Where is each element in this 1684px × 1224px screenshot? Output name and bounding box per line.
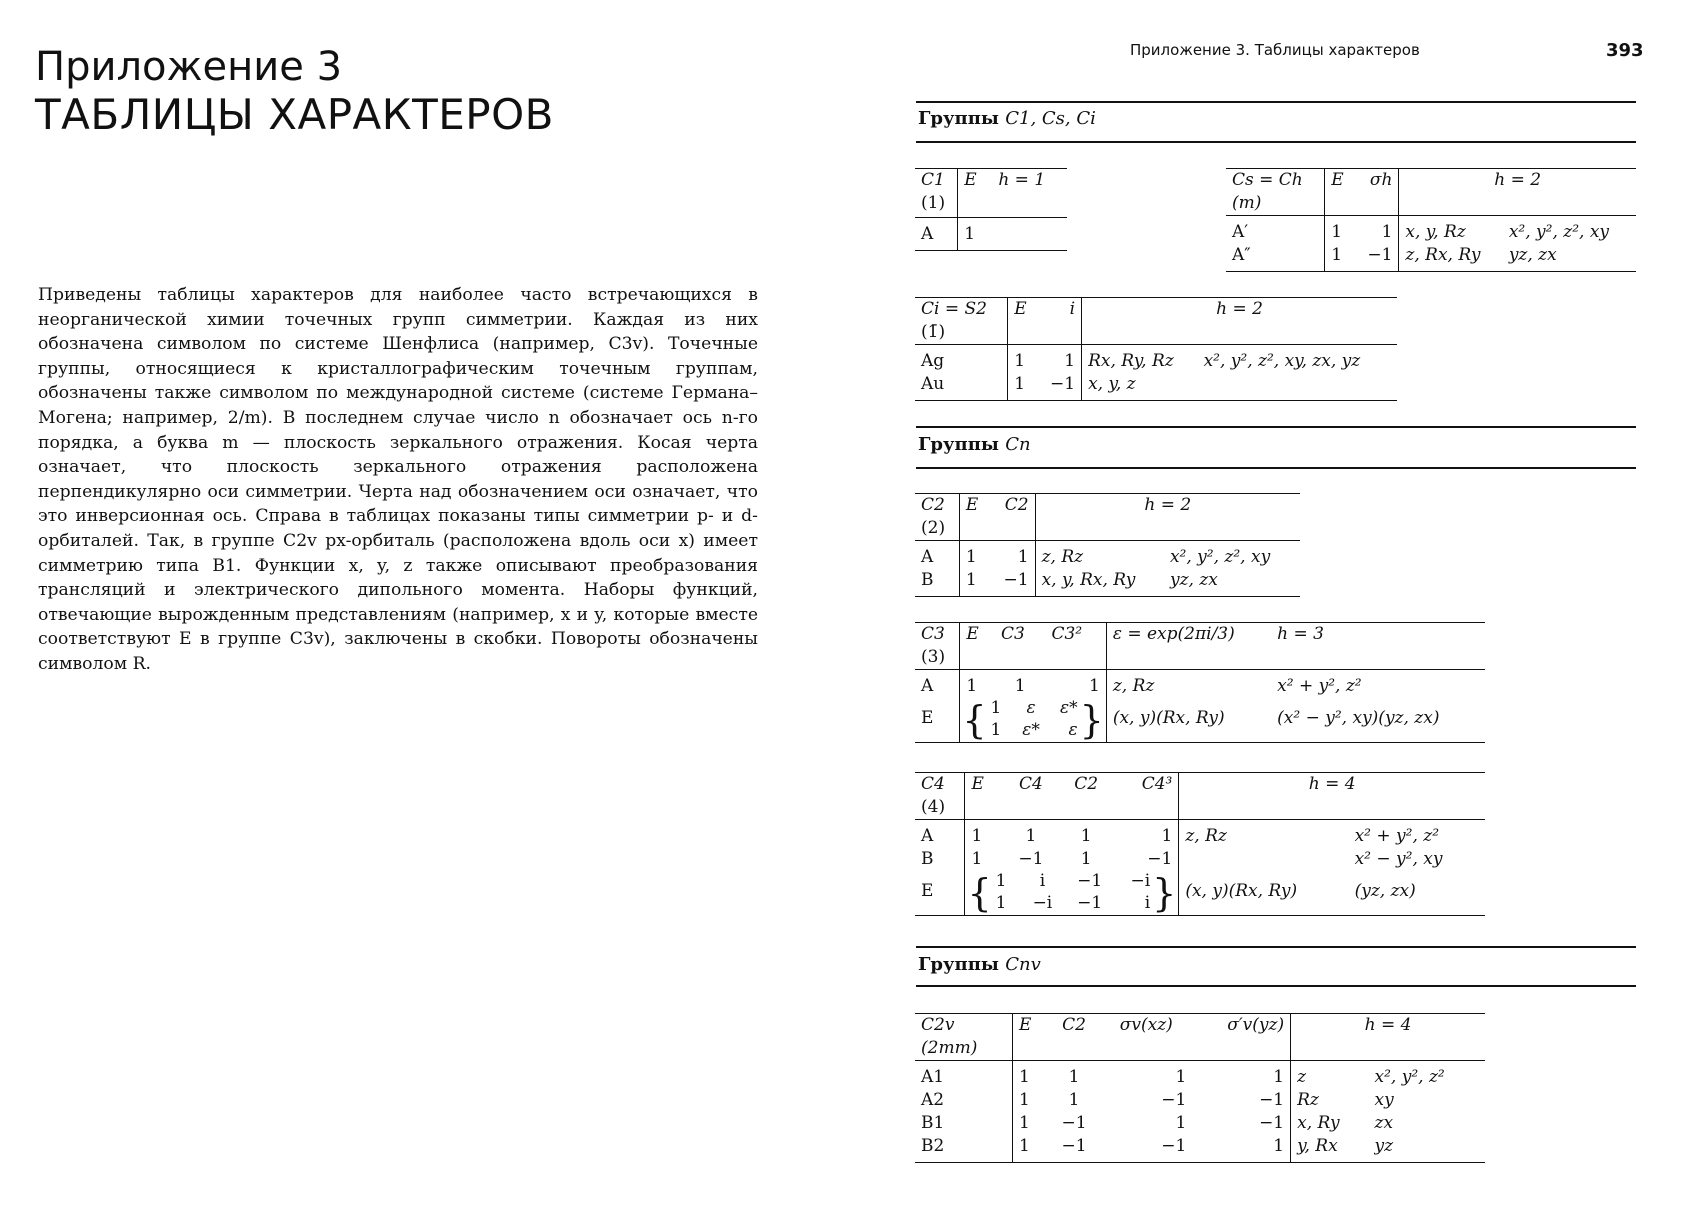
intl-symbol: (3) xyxy=(921,647,946,667)
character: 1 xyxy=(1018,1113,1030,1133)
irrep-label: A xyxy=(915,218,958,251)
character: −1 xyxy=(1113,848,1179,871)
section-rule-top xyxy=(916,426,1636,428)
op-header: E xyxy=(971,774,984,794)
table-c2 xyxy=(915,493,1300,597)
character: 1 xyxy=(1354,216,1399,245)
table-c3 xyxy=(915,622,1485,743)
character: −1 xyxy=(1192,1089,1290,1112)
quadratic-functions: yz xyxy=(1374,1136,1394,1156)
intl-symbol: (m) xyxy=(1232,193,1262,213)
linear-functions: (x, y)(Rx, Ry) xyxy=(1185,880,1298,901)
character: 1 xyxy=(1014,676,1026,696)
op-header: C2 xyxy=(1004,495,1029,515)
character: −1 xyxy=(1192,1112,1290,1135)
quadratic-functions: x², y², z² xyxy=(1374,1067,1445,1087)
character: 1 xyxy=(965,547,977,567)
linear-functions: y, Rx xyxy=(1297,1136,1338,1156)
quadratic-functions: zx xyxy=(1374,1113,1394,1133)
irrep-label: Ag xyxy=(915,345,1008,374)
op-header: C3 xyxy=(1000,624,1025,644)
linear-functions: (x, y)(Rx, Ry) xyxy=(1112,707,1225,728)
op-header: σv(xz) xyxy=(1119,1015,1173,1035)
irrep-label: B xyxy=(915,569,959,597)
linear-functions: x, y, z xyxy=(1088,374,1136,394)
character: 1 xyxy=(1014,351,1026,371)
section-heading-cn xyxy=(918,434,1031,455)
linear-functions: z, Rz xyxy=(1185,826,1227,846)
quadratic-functions: xy xyxy=(1374,1090,1394,1110)
op-header: E xyxy=(966,624,979,644)
character: −i xyxy=(1130,871,1151,891)
section-rule-bottom xyxy=(916,467,1636,469)
table-c4 xyxy=(915,772,1485,916)
section-groups: Cn xyxy=(1005,434,1031,455)
linear-functions: x, y, Rz xyxy=(1405,222,1466,242)
character: ε* xyxy=(1022,720,1040,740)
op-header: E xyxy=(965,495,979,515)
irrep-label: A xyxy=(915,541,959,570)
table-ci xyxy=(915,297,1397,401)
character: 1 xyxy=(1331,222,1343,242)
intl-symbol: (2mm) xyxy=(921,1038,978,1058)
character: 1 xyxy=(1192,1135,1290,1163)
character: 1 xyxy=(990,720,1002,740)
section-rule-top xyxy=(916,946,1636,948)
character: −1 xyxy=(1354,244,1399,272)
character: 1 xyxy=(990,541,1036,570)
group-order: h = 1 xyxy=(998,170,1046,190)
character: 1 xyxy=(964,224,976,244)
irrep-label: E xyxy=(915,871,965,916)
character: i xyxy=(1039,871,1046,891)
character: ε* xyxy=(1060,698,1078,718)
table-c1 xyxy=(915,168,1067,251)
group-symbol: C4 xyxy=(921,774,945,794)
character: −1 xyxy=(1018,849,1044,869)
irrep-label: A′ xyxy=(1226,216,1325,245)
linear-functions: x, Ry xyxy=(1297,1113,1340,1133)
page-title: ТАБЛИЦЫ ХАРАКТЕРОВ xyxy=(35,90,554,139)
intl-symbol: (1̄) xyxy=(921,322,946,342)
group-symbol: Ci = S2 xyxy=(921,299,987,319)
quadratic-functions: yz, zx xyxy=(1508,245,1557,265)
section-rule-top xyxy=(916,101,1636,103)
group-order: h = 3 xyxy=(1277,624,1324,644)
character: 1 xyxy=(1080,826,1092,846)
quadratic-functions: x², y², z², xy xyxy=(1508,222,1610,242)
op-header: i xyxy=(1069,299,1076,319)
quadratic-functions: x² + y², z² xyxy=(1354,826,1440,846)
running-head: Приложение 3. Таблицы характеров xyxy=(1130,41,1420,59)
linear-functions: Rz xyxy=(1297,1090,1319,1110)
appendix-label: Приложение 3 xyxy=(35,44,343,90)
group-order: h = 2 xyxy=(1494,170,1542,190)
section-word: Группы xyxy=(918,434,999,455)
irrep-label: A xyxy=(915,820,965,849)
intl-symbol: (4) xyxy=(921,797,946,817)
left-brace: { xyxy=(967,871,992,915)
character: 1 xyxy=(1068,1067,1080,1087)
linear-functions: Rx, Ry, Rz xyxy=(1088,351,1174,371)
op-header: E xyxy=(964,170,977,190)
quadratic-functions: (yz, zx) xyxy=(1354,880,1416,901)
irrep-label: B xyxy=(915,848,965,871)
op-header: C3² xyxy=(1051,624,1083,644)
quadratic-functions: yz, zx xyxy=(1169,570,1218,590)
character: 1 xyxy=(1018,1090,1030,1110)
group-symbol: C2 xyxy=(921,495,945,515)
group-symbol: Cs = Ch xyxy=(1232,170,1303,190)
section-rule-bottom xyxy=(916,985,1636,987)
group-order: h = 4 xyxy=(1364,1015,1412,1035)
degenerate-characters xyxy=(960,698,1106,743)
character: −1 xyxy=(1061,1113,1087,1133)
section-heading-c1-cs-ci xyxy=(918,108,1096,129)
character: 1 xyxy=(1037,345,1081,374)
epsilon-definition: ε = exp(2πi/3) xyxy=(1112,624,1235,644)
intl-symbol: (2) xyxy=(921,518,946,538)
character: 1 xyxy=(1175,1067,1187,1087)
character: 1 xyxy=(990,698,1002,718)
character: 1 xyxy=(1018,1136,1030,1156)
op-header: E xyxy=(1018,1015,1032,1035)
quadratic-functions: x², y², z², xy, zx, yz xyxy=(1203,351,1361,371)
op-header: C2 xyxy=(1062,1015,1086,1035)
character: 1 xyxy=(1175,1113,1187,1133)
character: 1 xyxy=(1014,374,1026,394)
op-header: σ′v(yz) xyxy=(1227,1015,1285,1035)
quadratic-functions: x², y², z², xy xyxy=(1169,547,1271,567)
character: ε xyxy=(1068,720,1078,740)
section-word: Группы xyxy=(918,954,999,975)
intro-paragraph: Приведены таблицы характеров для наиболее часто встречающихся в неорганической химии точечных групп симметрии. Каждая из них обозначена символом по системе Шенфлиса (например, C3v). Точечные группы, относящиеся к кристаллографическим точечным группам, обозначены также символом по международной системе (системе Германа–Могена; например, 2/m). В последнем случае число n обозначает ось n-го порядка, а буква m — плоскость зеркального отражения. Косая черта означает, что плоскость зеркального отражения расположена перпендикулярно оси симметрии. Черта над обозначением оси означает, что это инверсионная ось. Справа в таблицах показаны типы симметрии p- и d-орбиталей. Так, в группе C2v px-орбиталь (расположена вдоль оси x) имеет симметрию типа B1. Функции x, y, z также описывают преобразования трансляций и электрического дипольного момента. Наборы функций, отвечающие вырожденным представлениям (например, x и y, которые вместе соответствуют E в группе C3v), заключены в скобки. Повороты обозначены символом R. xyxy=(38,285,758,674)
op-header: C2 xyxy=(1074,774,1099,794)
op-header: σh xyxy=(1369,170,1393,190)
irrep-label: A″ xyxy=(1226,244,1325,272)
op-header: C4³ xyxy=(1141,774,1173,794)
linear-functions: z, Rz xyxy=(1112,676,1155,696)
group-order: h = 4 xyxy=(1308,774,1356,794)
character: −i xyxy=(1032,893,1053,913)
character: −1 xyxy=(1161,1136,1187,1156)
table-cs xyxy=(1226,168,1636,272)
character: −1 xyxy=(1077,871,1103,891)
intl-symbol: (1) xyxy=(921,193,946,213)
character: 1 xyxy=(995,871,1007,891)
character: 1 xyxy=(995,893,1007,913)
section-groups: Cnv xyxy=(1005,954,1041,975)
group-order: h = 2 xyxy=(1144,495,1192,515)
quadratic-functions: x² − y², xy xyxy=(1354,849,1443,869)
section-word: Группы xyxy=(918,108,999,129)
irrep-label: Au xyxy=(915,373,1008,401)
character: −1 xyxy=(1037,373,1081,401)
table-c2v xyxy=(915,1013,1485,1163)
op-header: C4 xyxy=(1018,774,1043,794)
character: 1 xyxy=(1080,849,1092,869)
linear-functions: z, Rz xyxy=(1041,547,1084,567)
irrep-label: A xyxy=(915,670,960,699)
group-symbol: C3 xyxy=(921,624,945,644)
character: 1 xyxy=(1018,1067,1030,1087)
page-number: 393 xyxy=(1606,40,1644,61)
op-header: E xyxy=(1014,299,1027,319)
group-order: h = 2 xyxy=(1216,299,1263,319)
character: 1 xyxy=(965,570,977,590)
character: 1 xyxy=(1025,826,1037,846)
character: −1 xyxy=(1077,893,1103,913)
quadratic-functions: (x² − y², xy)(yz, zx) xyxy=(1277,707,1440,728)
group-symbol: C1 xyxy=(921,170,945,190)
character: −1 xyxy=(1161,1090,1187,1110)
character: 1 xyxy=(1068,1090,1080,1110)
group-symbol: C2v xyxy=(921,1015,955,1035)
section-heading-cnv xyxy=(918,954,1041,975)
left-brace: { xyxy=(962,698,987,742)
character: 1 xyxy=(971,826,983,846)
linear-functions: x, y, Rx, Ry xyxy=(1041,570,1136,590)
linear-functions: z xyxy=(1297,1067,1307,1087)
degenerate-characters xyxy=(965,871,1179,916)
irrep-label: A2 xyxy=(915,1089,1012,1112)
character: 1 xyxy=(1045,670,1106,699)
op-header: E xyxy=(1331,170,1344,190)
character: 1 xyxy=(966,676,978,696)
right-brace: } xyxy=(1079,698,1104,742)
linear-functions: z, Rx, Ry xyxy=(1405,245,1481,265)
section-groups: C1, Cs, Ci xyxy=(1005,108,1096,129)
character: ε xyxy=(1026,698,1036,718)
character: i xyxy=(1144,893,1151,913)
right-brace: } xyxy=(1152,871,1177,915)
quadratic-functions: x² + y², z² xyxy=(1277,676,1362,696)
irrep-label: A1 xyxy=(915,1061,1012,1090)
character: 1 xyxy=(1192,1061,1290,1090)
irrep-label: B2 xyxy=(915,1135,1012,1163)
character: −1 xyxy=(990,569,1036,597)
character: 1 xyxy=(1113,820,1179,849)
character: −1 xyxy=(1061,1136,1087,1156)
irrep-label: E xyxy=(915,698,960,743)
irrep-label: B1 xyxy=(915,1112,1012,1135)
section-rule-bottom xyxy=(916,141,1636,143)
character: 1 xyxy=(971,849,983,869)
character: 1 xyxy=(1331,245,1343,265)
